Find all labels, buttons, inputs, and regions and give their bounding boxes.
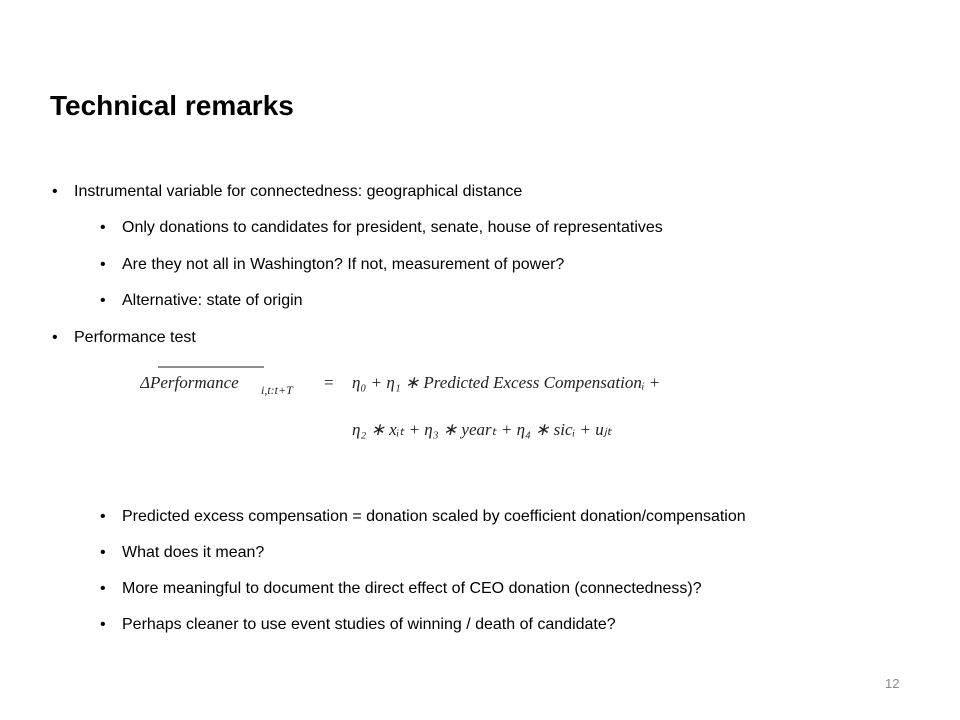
sub-bullet-item [100, 507, 746, 527]
formula-lhs-subscript: i,t:t+T [261, 383, 293, 397]
bullet-text: Instrumental variable for connectedness: geographical distance [74, 183, 523, 200]
slide-title: Technical remarks [50, 90, 294, 121]
bullet-dot: • [100, 616, 106, 633]
bullet-item [52, 328, 196, 348]
sub-bullet-item [100, 218, 663, 238]
formula-lhs: ΔPerformance [140, 373, 239, 392]
bullet-text: Perhaps cleaner to use event studies of winning / death of candidate? [122, 616, 616, 633]
bullet-dot: • [100, 580, 106, 597]
formula-line-1: η₀ + η₁ ∗ Predicted Excess Compensationᵢ + [352, 373, 661, 392]
bullet-dot: • [100, 508, 106, 525]
sub-bullet-item [100, 543, 265, 563]
formula-line-2: η₂ ∗ xᵢₜ + η₃ ∗ yearₜ + η₄ ∗ sicᵢ + uⱼₜ [352, 420, 612, 439]
bullet-text: Are they not all in Washington? If not, measurement of power? [122, 256, 565, 273]
bullet-dot: • [52, 329, 58, 346]
bullet-dot: • [100, 292, 106, 309]
bullet-item [52, 182, 523, 202]
sub-bullet-item [100, 255, 565, 275]
sub-bullet-item [100, 579, 702, 599]
bullet-text: More meaningful to document the direct effect of CEO donation (connectedness)? [122, 580, 702, 597]
bullet-text: Predicted excess compensation = donation scaled by coefficient donation/compensation [122, 508, 746, 525]
bullet-text: Performance test [74, 329, 196, 346]
bullet-text: What does it mean? [122, 544, 265, 561]
formula-equals: = [324, 373, 334, 392]
performance-formula [140, 360, 740, 450]
bullet-dot: • [100, 219, 106, 236]
sub-bullet-item [100, 291, 303, 311]
bullet-dot: • [52, 183, 58, 200]
sub-bullet-item [100, 615, 616, 635]
page-number: 12 [885, 676, 900, 691]
bullet-text: Alternative: state of origin [122, 292, 303, 309]
bullet-dot: • [100, 256, 106, 273]
bullet-text: Only donations to candidates for president, senate, house of representatives [122, 219, 663, 236]
bullet-dot: • [100, 544, 106, 561]
